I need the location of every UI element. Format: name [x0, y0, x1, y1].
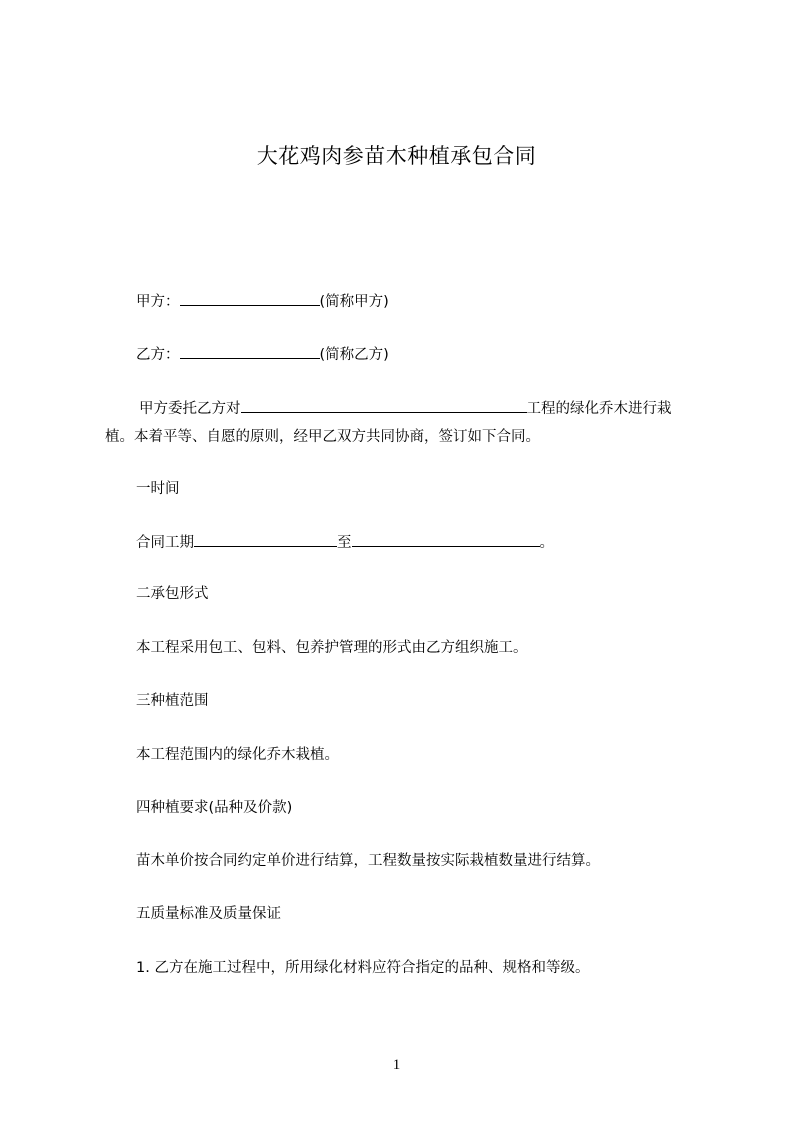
period-mid: 至: [337, 535, 352, 551]
period-start-blank[interactable]: [194, 532, 337, 547]
page-number: 1: [392, 1057, 401, 1073]
party-a-line: [136, 291, 389, 312]
section-5-item-1: 1. 乙方在施工过程中，所用绿化材料应符合指定的品种、规格和等级。: [136, 960, 590, 976]
section-5-heading: 五质量标准及质量保证: [136, 906, 281, 922]
contract-period-line: [136, 532, 554, 553]
party-a-suffix: (简称甲方): [319, 294, 389, 310]
section-1-heading: 一时间: [136, 481, 180, 497]
section-4-body: 苗木单价按合同约定单价进行结算，工程数量按实际栽植数量进行结算。: [136, 853, 600, 869]
project-blank-2[interactable]: [345, 398, 527, 413]
section-3-body: 本工程范围内的绿化乔木栽植。: [136, 747, 339, 763]
period-prefix: 合同工期: [136, 535, 194, 551]
project-blank-1[interactable]: [241, 398, 345, 413]
document-title: 大花鸡肉参苗木种植承包合同: [256, 144, 537, 168]
section-2-body: 本工程采用包工、包料、包养护管理的形式由乙方组织施工。: [136, 640, 528, 656]
party-b-line: [136, 344, 389, 365]
intro-line-1: [139, 398, 672, 419]
section-3-heading: 三种植范围: [136, 693, 209, 709]
section-2-heading: 二承包形式: [136, 586, 209, 602]
party-b-label: 乙方：: [136, 347, 180, 363]
intro-suffix: 工程的绿化乔木进行栽: [526, 401, 672, 417]
period-end-blank[interactable]: [352, 532, 540, 547]
period-end: 。: [539, 535, 554, 551]
intro-line-2: 植。本着平等、自愿的原则，经甲乙双方共同协商，签订如下合同。: [105, 429, 540, 445]
section-4-heading: 四种植要求(品种及价款): [136, 800, 293, 816]
party-a-blank[interactable]: [180, 291, 320, 306]
party-b-blank[interactable]: [180, 344, 320, 359]
party-b-suffix: (简称乙方): [319, 347, 389, 363]
party-a-label: 甲方：: [136, 294, 180, 310]
intro-prefix: 甲方委托乙方对: [139, 401, 241, 417]
